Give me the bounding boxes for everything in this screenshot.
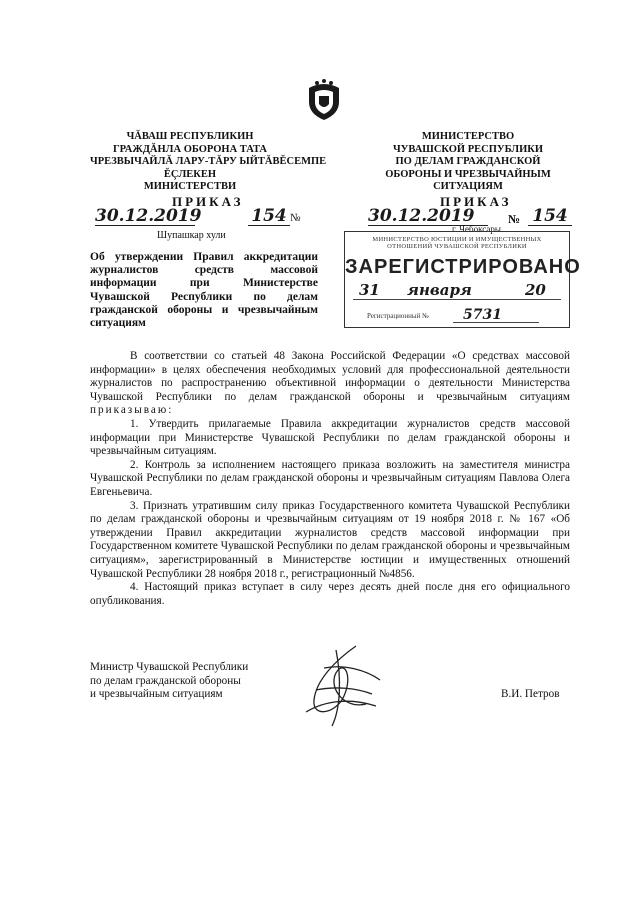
header-left-line: ЧРЕЗВЫЧАЙЛĂ ЛАРУ-ТĂРУ ЫЙТĂВĔСЕМПЕ [90,156,327,167]
number-sign-left: № [290,212,301,224]
stamp-reg-number: 5731 [463,307,502,323]
signatory-line: Министр Чувашской Республики [90,661,249,673]
document-body [90,350,570,608]
intro-text: В соответствии со статьей 48 Закона Российской Федерации «О средствах массовой информации» в целях обеспечения необходимых условий для профессиональной деятельности журналистов по распространению объективной информации о деятельности Министерства Чувашской Республики по делам гражданской обороны и чрезвычайным ситуациям [90,350,570,403]
stamp-date-month: января [407,281,472,299]
header-right-line: СИТУАЦИЯМ [433,181,503,192]
signatory-name: В.И. Петров [501,688,560,700]
clause-1: 1. Утвердить прилагаемые Правила аккредитации журналистов средств массовой информации при Министерстве Чувашской Республики по делам гражданской обороны и чрезвычайным ситуациям. [90,417,570,458]
signatory-line: по делам гражданской обороны [90,674,241,687]
document-title: Об утверждении Правил аккредитации журналистов средств массовой информации при Министерстве Чувашской Республики по делам гражданской обороны и чрезвычайным ситуациям [90,251,318,330]
prikaz-left-label: ПРИКАЗ [172,194,244,209]
prikaz-right-label: ПРИКАЗ [440,194,512,209]
header-left [90,131,327,194]
stamp-reg-label: Регистрационный № [367,312,429,320]
stamp-ministry-line: МИНИСТЕРСТВО ЮСТИЦИИ И ИМУЩЕСТВЕННЫХ [372,236,542,243]
header-right-line: ПО ДЕЛАМ ГРАЖДАНСКОЙ [395,156,541,167]
header-left-line: ĔÇЛЕКЕН [163,168,217,180]
clause-2: 2. Контроль за исполнением настоящего приказа возложить на заместителя министра Чувашской Республики по делам гражданской обороны и чрезвычайным ситуациям Павлова Олега Евгеньевича. [90,458,570,498]
header-left-line: ГРАЖДĂНЛА ОБОРОНА ТАТА [112,143,268,155]
header-left-line: МИНИСТЕРСТВИ [143,181,237,192]
header-left-line: ЧĂВАШ РЕСПУБЛИКИН [126,131,254,142]
header-right [368,131,568,194]
header-right-line: ЧУВАШСКОЙ РЕСПУБЛИКИ [392,143,544,155]
signatory-line: и чрезвычайным ситуациям [90,688,223,701]
header-right-line: ОБОРОНЫ И ЧРЕЗВЫЧАЙНЫМ [385,168,551,180]
handwritten-signature [296,640,388,730]
clause-3: 3. Признать утратившим силу приказ Государственного комитета Чувашской Республики по делам гражданской обороны и чрезвычайным ситуациям от 19 ноября 2018 г. № 167 «Об утверждении Правил аккредитации журналистов средств массовой информации при Государственном комитете Чувашской Республики по делам гражданской обороны и чрезвычайным ситуациям», зарегистрированный в Министерстве юстиции и имущественных отношений Чувашской Республики 28 ноября 2018 г., регистрационный №4856. [90,499,570,580]
order-date-right: 30.12.2019 [368,207,488,226]
city-right: г. Чебоксары [452,224,501,234]
header-right-line: МИНИСТЕРСТВО [421,131,515,142]
signatory-title [90,661,310,702]
city-left: Шупашкар хули [157,230,226,241]
order-number-left: 154 [248,207,290,226]
prikazyvayu-word: приказываю: [90,404,174,417]
stamp-date-year: 20 [525,281,546,299]
coat-of-arms-icon [303,78,345,122]
order-date-left: 30.12.2019 [95,206,202,226]
stamp-registered-text: ЗАРЕГИСТРИРОВАНО [345,256,581,278]
order-number-right: 154 [528,207,572,226]
signature-scribble-icon [296,640,388,730]
registration-stamp [344,231,581,328]
number-sign-right: № [508,212,521,226]
stamp-date-day: 31 [359,281,380,299]
intro-paragraph [90,350,570,418]
clause-4: 4. Настоящий приказ вступает в силу через десять дней после дня его официального опубликования. [90,581,570,607]
coat-of-arms-emblem [303,78,345,122]
stamp-ministry-line: ОТНОШЕНИЙ ЧУВАШСКОЙ РЕСПУБЛИКИ [387,243,527,250]
